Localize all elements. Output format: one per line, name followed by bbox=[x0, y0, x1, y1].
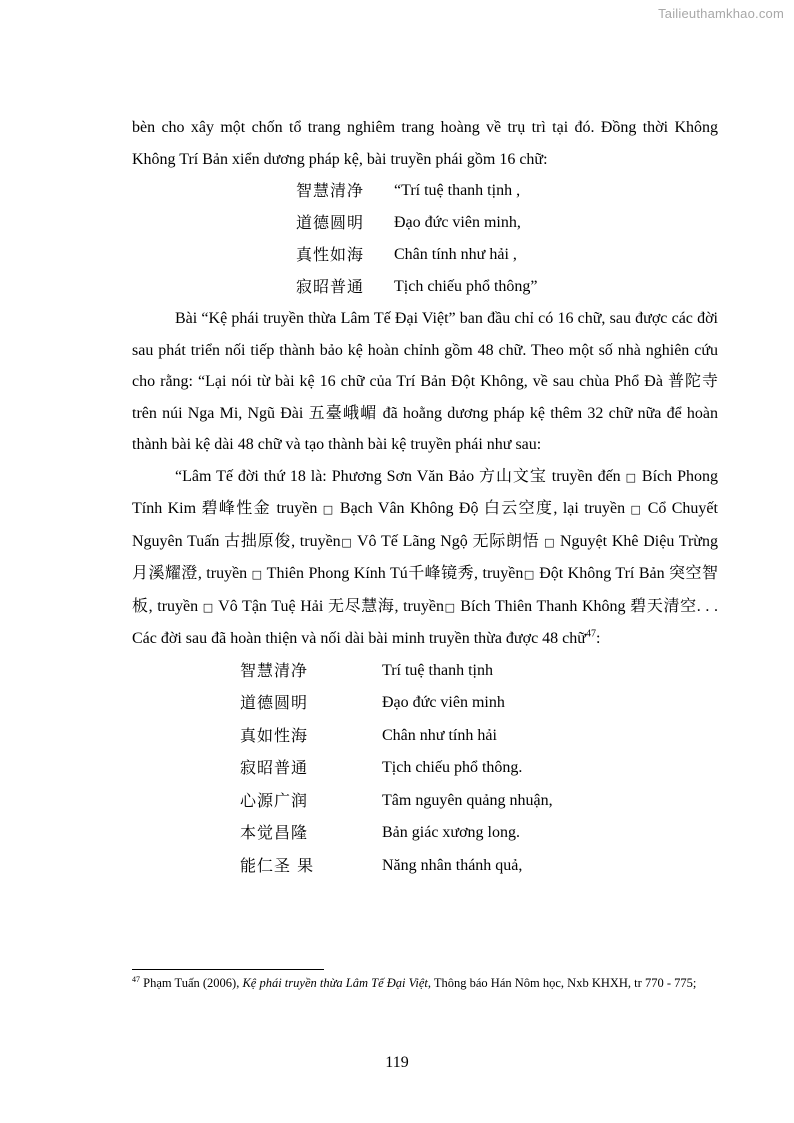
missing-glyph-icon: □ bbox=[523, 568, 535, 581]
verse-line bbox=[132, 239, 718, 271]
text-run: Bích Thiên Thanh Không 碧天清空. . . Các đời sau đã hoàn thiện và nối dài bài minh truyền thừa được 48 chữ bbox=[132, 597, 718, 647]
han-text: 寂昭普通 bbox=[296, 277, 365, 296]
page-body bbox=[132, 112, 718, 882]
viet-text: Trí tuệ thanh tịnh bbox=[382, 661, 493, 679]
han-text: 智慧清净 bbox=[296, 181, 365, 200]
missing-glyph-icon: □ bbox=[202, 600, 214, 614]
han-text: 道德圆明 bbox=[296, 213, 365, 232]
verse-line bbox=[132, 850, 718, 883]
text-run: Đột Không Trí Bản 突空智板, truyền bbox=[132, 565, 718, 615]
viet-text: Đạo đức viên minh, bbox=[394, 214, 521, 231]
verse-line bbox=[132, 271, 718, 303]
footnote bbox=[132, 976, 718, 991]
text-run: : bbox=[595, 630, 601, 647]
verse-line bbox=[132, 655, 718, 688]
han-text: 真如性海 bbox=[240, 725, 309, 745]
footnote-title: Kệ phái truyền thừa Lâm Tế Đại Việt bbox=[242, 976, 428, 990]
footnote-author: Phạm Tuấn (2006), bbox=[140, 976, 243, 990]
paragraph-1: bèn cho xây một chốn tổ trang nghiêm trang hoàng về trụ trì tại đó. Đồng thời Không Không Trí Bản xiển dương pháp kệ, bài truyền phái gồm 16 chữ: bbox=[132, 119, 718, 168]
verse-line bbox=[132, 785, 718, 818]
viet-text: Chân tính như hải , bbox=[394, 246, 517, 263]
text-run: Vô Tế Lãng Ngộ 无际朗悟 bbox=[352, 532, 545, 550]
viet-text: Đạo đức viên minh bbox=[382, 694, 505, 711]
missing-glyph-icon: □ bbox=[544, 535, 556, 549]
verse-line bbox=[132, 687, 718, 720]
missing-glyph-icon: □ bbox=[251, 568, 263, 581]
han-text: 心源广润 bbox=[240, 790, 309, 810]
text-run: Thiên Phong Kính Tú千峰镜秀, truyền bbox=[262, 565, 524, 582]
verse-line bbox=[132, 720, 718, 753]
viet-text: Tịch chiếu phổ thông. bbox=[382, 759, 523, 776]
footnote-divider bbox=[132, 969, 324, 970]
han-text: 本觉昌隆 bbox=[240, 823, 309, 842]
verse-16-characters bbox=[132, 175, 718, 303]
han-text: 能仁圣 果 bbox=[240, 855, 315, 875]
verse-line bbox=[132, 207, 718, 239]
viet-text: Tâm nguyên quảng nhuận, bbox=[382, 791, 553, 809]
text-run: Vô Tận Tuệ Hải 无尽慧海, truyền bbox=[213, 597, 444, 615]
text-run: Nguyệt Khê Diệu Trừng 月溪耀澄, truyền bbox=[132, 532, 718, 582]
verse-line bbox=[132, 817, 718, 850]
verse-48-characters bbox=[132, 655, 718, 883]
footnote-number: 47 bbox=[132, 974, 140, 984]
missing-glyph-icon: □ bbox=[630, 503, 643, 516]
footnote-source: , Thông báo Hán Nôm học, Nxb KHXH, tr 770 - 775; bbox=[427, 976, 697, 990]
viet-text: Tịch chiếu phổ thông” bbox=[394, 278, 538, 295]
page-number: 119 bbox=[385, 1054, 409, 1071]
viet-text: Chân như tính hải bbox=[382, 726, 497, 744]
text-run: “Lâm Tế đời thứ 18 là: Phương Sơn Văn Bảo 方山文宝 truyền đến bbox=[175, 467, 626, 485]
watermark: Tailieuthamkhao.com bbox=[658, 6, 784, 21]
text-run: Bạch Vân Không Độ 白云空度, lại truyền bbox=[334, 500, 631, 517]
text-run: Cổ Chuyết Nguyên Tuấn 古拙原俊, truyền bbox=[132, 500, 718, 550]
han-text: 寂昭普通 bbox=[240, 758, 309, 777]
missing-glyph-icon: □ bbox=[322, 503, 335, 516]
han-text: 真性如海 bbox=[296, 245, 365, 264]
footnote-reference[interactable]: 47 bbox=[585, 628, 596, 640]
text-run: Bích Phong Tính Kim 碧峰性金 truyền bbox=[132, 467, 718, 517]
verse-line bbox=[132, 752, 718, 785]
viet-text: Bản giác xương long. bbox=[382, 824, 520, 841]
missing-glyph-icon: □ bbox=[625, 470, 637, 484]
han-text: 智慧清净 bbox=[240, 660, 309, 680]
han-text: 道德圆明 bbox=[240, 693, 309, 712]
paragraph-2: Bài “Kệ phái truyền thừa Lâm Tế Đại Việt” ban đầu chỉ có 16 chữ, sau được các đời sau phát triển nối tiếp thành bảo kệ hoàn chỉnh gồm 48 chữ. Theo một số nhà nghiên cứu cho rằng: “Lại nói từ bài kệ 16 chữ của Trí Bản Đột Không, về sau chùa Phổ Đà 普陀寺 trên núi Nga Mi, Ngũ Đài 五臺峨嵋 đã hoằng dương pháp kệ thêm 32 chữ nữa để hoàn thành bài kệ dài 48 chữ và tạo thành bài kệ truyền phái như sau: bbox=[132, 310, 718, 453]
verse-line bbox=[132, 175, 718, 207]
viet-text: Năng nhân thánh quả, bbox=[382, 856, 523, 874]
viet-text: “Trí tuệ thanh tịnh , bbox=[394, 182, 521, 199]
missing-glyph-icon: □ bbox=[340, 535, 353, 549]
paragraph-3 bbox=[132, 461, 718, 655]
missing-glyph-icon: □ bbox=[443, 600, 456, 614]
